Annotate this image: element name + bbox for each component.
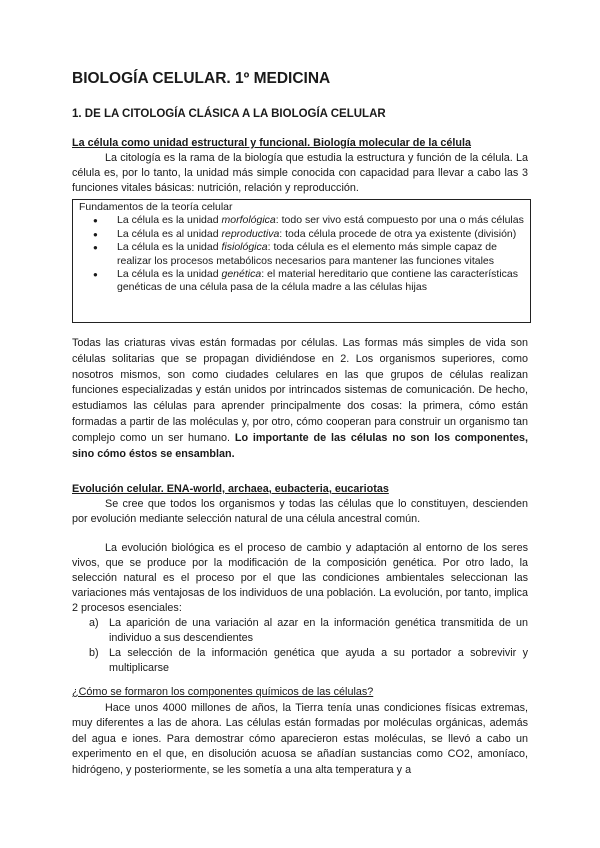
teoria-celular-box xyxy=(72,199,531,323)
criaturas-text: Todas las criaturas vivas están formadas por células. Las formas más simples de vida son células solitarias que se propagan dividiéndose en 2. Los organismos superiores, como nosotros mismos, son como ciudades celulares en las que grupos de células realizan funciones especializadas y están unidos por intrincados sistemas de comunicación. De hecho, estudiamos las células para aprender principalmente dos cosas: la primera, cómo están formadas a partir de las moléculas y, por otro, cómo cooperan para construir un organismo tan complejo como un ser humano. xyxy=(72,337,528,444)
componentes-section xyxy=(72,685,528,778)
section-title: 1. DE LA CITOLOGÍA CLÁSICA A LA BIOLOGÍA CELULAR xyxy=(72,108,386,120)
list-marker: a) xyxy=(89,617,99,629)
teoria-box-title: Fundamentos de la teoría celular xyxy=(79,201,233,213)
list-marker: b) xyxy=(89,647,99,659)
teoria-item-reproductiva: ● La célula es al unidad reproductiva: toda célula procede de otra ya existente (división) xyxy=(79,228,524,241)
evolucion-section xyxy=(72,482,528,527)
evolucion-heading: Evolución celular. ENA-world, archaea, eubacteria, eucariotas xyxy=(72,483,389,495)
evolucion-paragraph-block xyxy=(72,541,528,676)
teoria-item-fisiologica: ● La célula es la unidad fisiológica: toda célula es el elemento más simple capaz de realizar los procesos metabólicos necesarios para mantener las funciones vitales xyxy=(79,241,524,268)
teoria-item-morfologica: ● La célula es la unidad morfológica: todo ser vivo está compuesto por una o más células xyxy=(79,214,524,227)
procesos-item-a: a) La aparición de una variación al azar en la información genética transmitida de un individuo a sus descendientes xyxy=(89,617,528,644)
evolucion-paragraph-1: Se cree que todos los organismos y todas las células que lo constituyen, descienden por evolución mediante selección natural de una célula ancestral común. xyxy=(72,498,528,525)
teoria-item-genetica: ● La célula es la unidad genética: el material hereditario que contiene las características genéticas de una célula pasa de la célula madre a las células hijas xyxy=(79,268,524,295)
emphasis: genética xyxy=(221,268,262,281)
emphasis: reproductiva xyxy=(221,227,280,240)
emphasis: fisiológica xyxy=(221,241,268,254)
criaturas-bold-conclusion: Lo importante de las células no son los componentes, sino cómo éstos se ensamblan. xyxy=(72,431,528,460)
procesos-list xyxy=(72,616,528,676)
componentes-heading: ¿Cómo se formaron los componentes químicos de las células? xyxy=(72,686,374,698)
celula-heading: La célula como unidad estructural y funcional. Biología molecular de la célula xyxy=(72,137,471,149)
evolucion-paragraph-2: La evolución biológica es el proceso de cambio y adaptación al entorno de los seres vivos, que se produce por la modificación de la composición genética. Por otro lado, la selección natural es el proceso por el que las condiciones ambientales seleccionan las variaciones más ventajosas de los individuos de una población. La evolución, por tanto, implica 2 procesos esenciales: xyxy=(72,542,528,614)
procesos-item-b: b) La selección de la información genética que ayuda a su portador a sobrevivir y multiplicarse xyxy=(89,647,528,674)
criaturas-paragraph xyxy=(72,336,528,462)
celula-intro-paragraph: La citología es la rama de la biología que estudia la estructura y función de la célula. La célula es, por lo tanto, la unidad más simple conocida con capacidad para llevar a cabo las 3 funciones vitales básicas: nutrición, relación y reproducción. xyxy=(72,152,528,194)
teoria-list xyxy=(79,214,524,294)
componentes-paragraph: Hace unos 4000 millones de años, la Tierra tenía unas condiciones físicas extremas, muy diferentes a las de ahora. Las células están formadas por moléculas orgánicas, además del agua e iones. Para demostrar cómo aparecieron estas moléculas, se llevó a cabo un experimento en el que, en disolución acuosa se añadían sustancias como CO2, amoníaco, hidrógeno, y posteriormente, se les sometía a una alta temperatura y a xyxy=(72,701,528,776)
celula-section xyxy=(72,136,528,196)
emphasis: morfológica xyxy=(221,214,276,227)
document-title: BIOLOGÍA CELULAR. 1º MEDICINA xyxy=(72,70,331,87)
